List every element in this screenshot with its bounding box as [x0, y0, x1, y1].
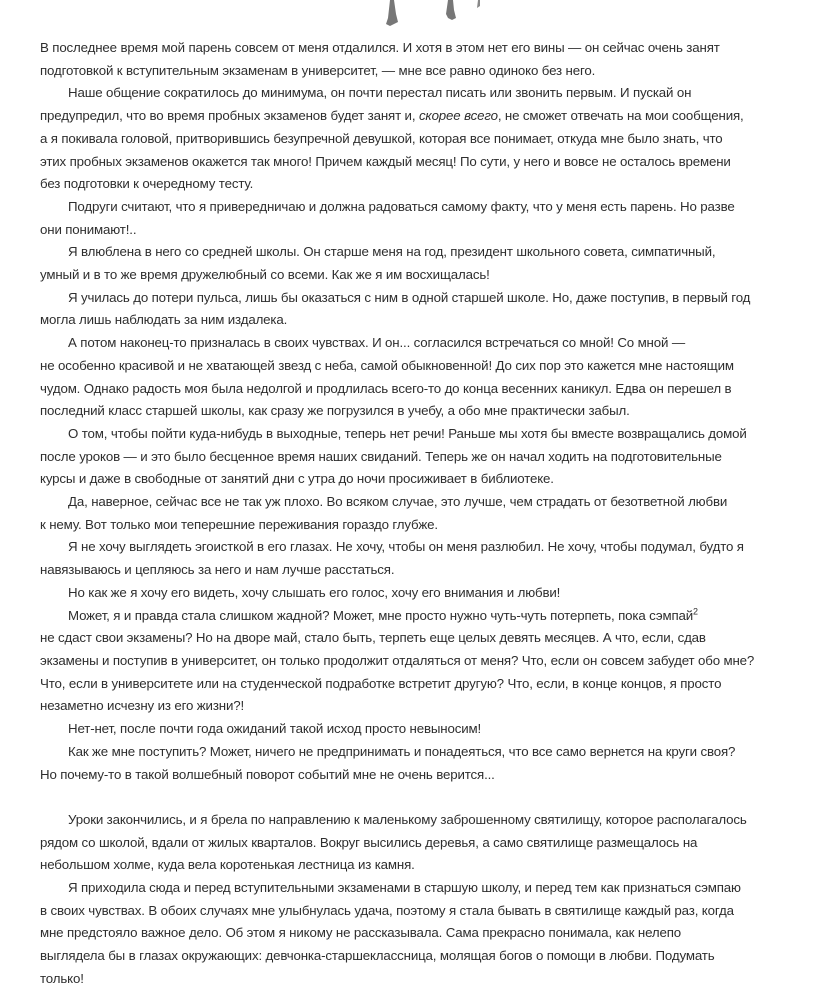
- text-line: Я училась до потери пульса, лишь бы оказаться с ним в одной старшей школе. Но, даже поступив, в первый год: [68, 289, 751, 305]
- paragraph: [40, 718, 829, 741]
- text-run: Может, я и правда стала слишком жадной? Может, мне просто нужно чуть-чуть потерпеть, пока сэмпай: [68, 607, 694, 623]
- text-line: они понимают!..: [40, 221, 137, 237]
- paragraph: [40, 491, 829, 536]
- text-line: Я не хочу выглядеть эгоисткой в его глазах. Не хочу, чтобы он меня разлюбил. Не хочу, чтобы подумал, будто я: [68, 539, 744, 555]
- paragraph: [40, 37, 829, 82]
- paragraph: [40, 332, 829, 423]
- italic-text: скорее всего: [418, 108, 498, 124]
- text-line: А потом наконец-то призналась в своих чувствах. И он... согласился встречаться со мной! Со мной —: [68, 335, 685, 351]
- text-line: только!: [40, 970, 84, 986]
- paragraph: [40, 423, 829, 491]
- text-line: Но почему-то в такой волшебный поворот событий мне не очень верится...: [40, 766, 495, 782]
- text-line: мне предстояло важное дело. Об этом я никому не рассказывала. Сама прекрасно понимала, как нелепо: [40, 925, 682, 941]
- text-line: могла лишь наблюдать за ним издалека.: [40, 312, 288, 328]
- paragraph: [40, 809, 829, 877]
- text-line: рядом со школой, вдали от жилых кварталов. Вокруг высились деревья, а само святилище размещалось на: [40, 834, 698, 850]
- illustration-legs: [360, 0, 480, 32]
- text-line: курсы и даже в свободные от занятий дни с утра до ночи просиживает в библиотеке.: [40, 471, 554, 487]
- text-line: в своих чувствах. В обоих случаях мне улыбнулась удача, поэтому я стала бывать в святилище каждый раз, когда: [40, 902, 734, 918]
- text-line: Подруги считают, что я привередничаю и должна радоваться самому факту, что у меня есть парень. Но разве: [68, 198, 735, 214]
- paragraph: [40, 196, 829, 241]
- text-line: Что, если в университете или на студенческой подработке встретит другую? Что, если, в конце концов, я просто: [40, 675, 722, 691]
- text-line: после уроков — и это было бесценное время наших свиданий. Теперь же он начал ходить на подготовительные: [40, 448, 722, 464]
- text-line: Да, наверное, сейчас все не так уж плохо. Во всяком случае, это лучше, чем страдать от безответной любви: [68, 494, 728, 510]
- text-run: , не сможет отвечать на мои сообщения,: [497, 108, 744, 124]
- text-line: этих пробных экзаменов окажется так много! Причем каждый месяц! По сути, у него и вовсе не осталось времени: [40, 153, 731, 169]
- text-line: Наше общение сократилось до минимума, он почти перестал писать или звонить первым. И пускай он: [68, 85, 692, 101]
- text-line: Я приходила сюда и перед вступительными экзаменами в старшую школу, и перед тем как признаться сэмпаю: [68, 880, 741, 895]
- text-line: Я влюблена в него со средней школы. Он старше меня на год, президент школьного совета, симпатичный,: [68, 244, 716, 260]
- text-run: предупредил, что во время пробных экзаменов будет занят и,: [40, 108, 419, 124]
- text-line: умный и в то же время дружелюбный со всеми. Как же я им восхищалась!: [40, 267, 490, 283]
- text-line: навязываюсь и цепляюсь за него и нам лучше расстаться.: [40, 562, 395, 578]
- paragraph: [40, 82, 829, 196]
- paragraph: [40, 605, 829, 719]
- text-line: [40, 105, 829, 128]
- text-line: О том, чтобы пойти куда-нибудь в выходные, теперь нет речи! Раньше мы хотя бы вместе возвращались домой: [68, 425, 747, 441]
- text-line: чудом. Однако радость моя была недолгой и продлилась всего-то до конца весенних каникул. Едва он перешел в: [40, 380, 732, 396]
- text-line: Как же мне поступить? Может, ничего не предпринимать и понадеяться, что все само вернется на круги своя?: [68, 743, 736, 759]
- text-line: не сдаст свои экзамены? Но на дворе май, стало быть, терпеть еще целых девять месяцев. А что, если, сдав: [40, 630, 706, 646]
- text-line: выглядела бы в глазах окружающих: девчонка-старшеклассница, молящая богов о помощи в любви. Подумать: [40, 948, 715, 964]
- paragraph: [40, 877, 829, 991]
- text-line: не особенно красивой и не хватающей звезд с неба, самой обыкновенной! До сих пор это кажется мне настоящим: [40, 357, 734, 373]
- text-line: Нет-нет, после почти года ожиданий такой исход просто невыносим!: [68, 721, 482, 737]
- footnote-marker[interactable]: 2: [693, 606, 698, 617]
- paragraph: [40, 582, 829, 605]
- text-line: подготовкой к вступительным экзаменам в университет, — мне все равно одиноко без него.: [40, 62, 596, 78]
- text-line: небольшом холме, куда вела коротенькая лестница из камня.: [40, 857, 415, 873]
- text-line: а я покивала головой, притворившись безупречной девушкой, которая все понимает, откуда мне было знать, что: [40, 130, 723, 146]
- text-line: В последнее время мой парень совсем от меня отдалился. И хотя в этом нет его вины — он сейчас очень занят: [40, 40, 720, 55]
- text-line: без подготовки к очередному тесту.: [40, 176, 254, 192]
- paragraph: [40, 536, 829, 581]
- text-line: последний класс старшей школы, как сразу же погрузился в учебу, а обо мне практически забыл.: [40, 403, 630, 419]
- text-line: [40, 605, 829, 628]
- text-line: незаметно исчезну из его жизни?!: [40, 698, 245, 714]
- document-body: [40, 37, 829, 991]
- text-line: к нему. Вот только мои теперешние переживания гораздо глубже.: [40, 516, 438, 532]
- paragraph: [40, 241, 829, 286]
- text-line: экзамены и поступив в университет, он только продолжит отдаляться от меня? Что, если он совсем забудет обо мне?: [40, 652, 755, 668]
- text-line: Но как же я хочу его видеть, хочу слышать его голос, хочу его внимания и любви!: [68, 584, 561, 600]
- paragraph: [40, 287, 829, 332]
- text-line: Уроки закончились, и я брела по направлению к маленькому заброшенному святилищу, которое располагалось: [68, 811, 747, 827]
- paragraph: [40, 741, 829, 786]
